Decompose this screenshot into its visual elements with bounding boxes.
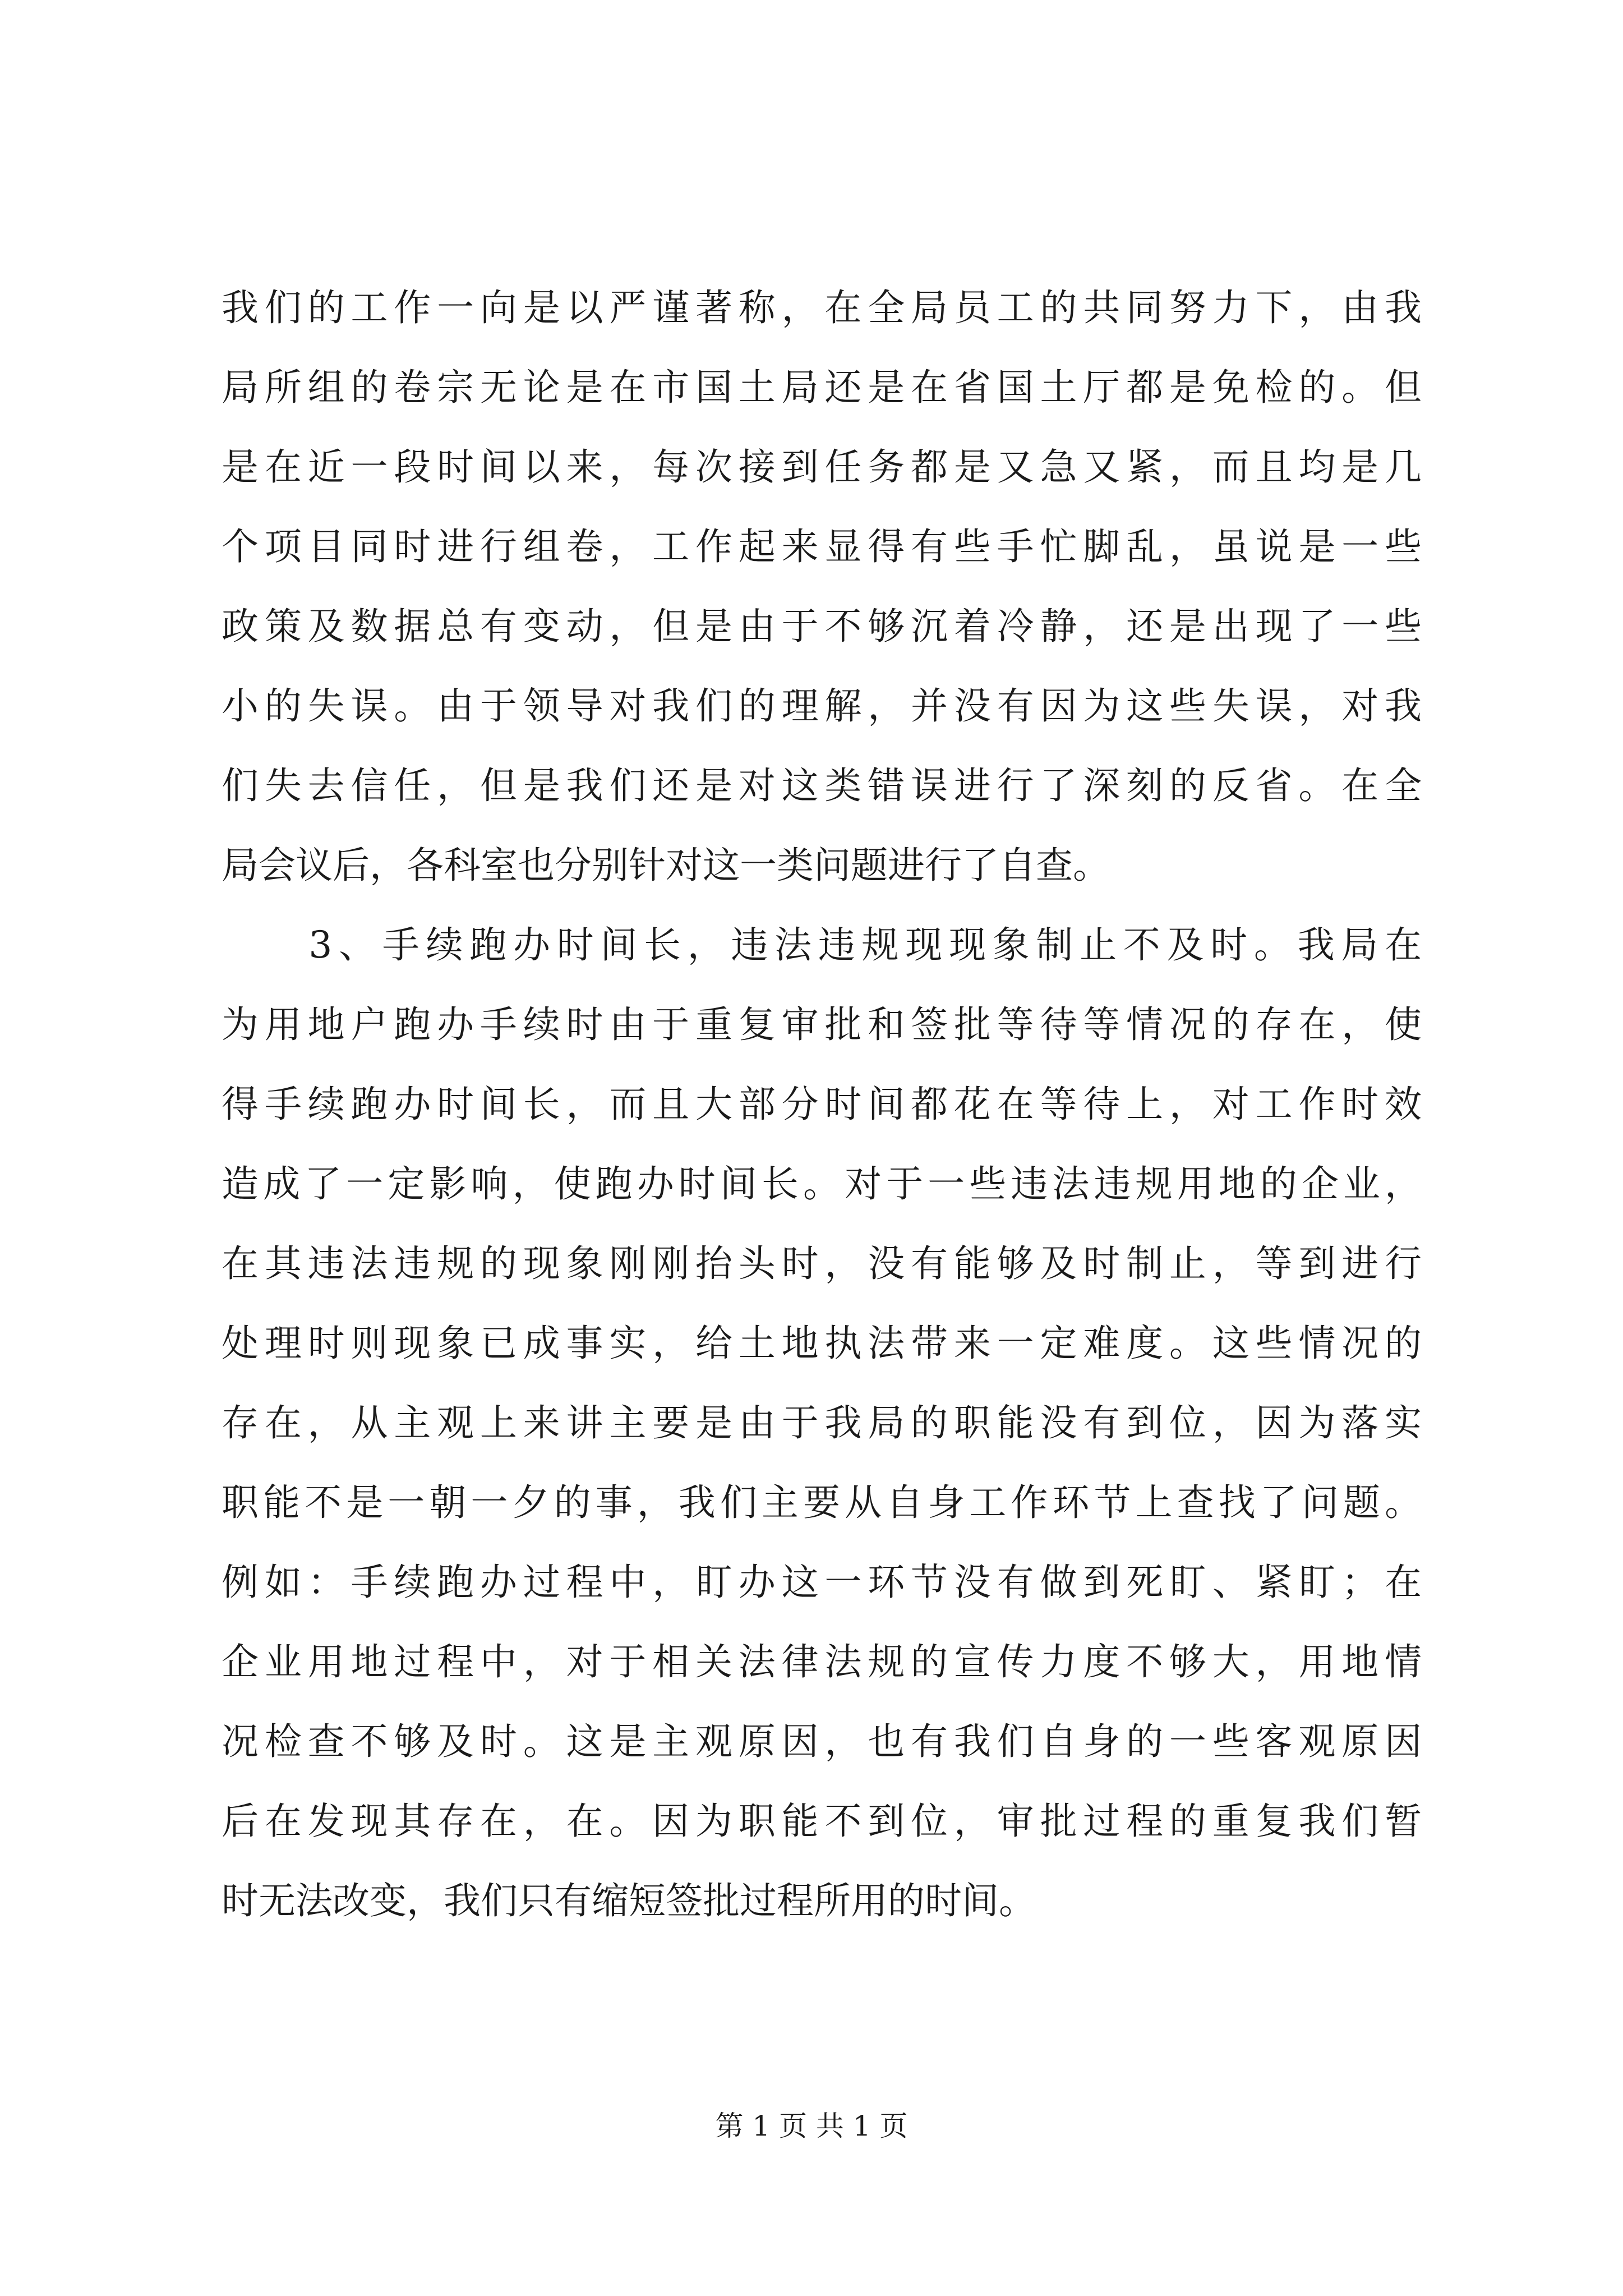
text-line: 存在，从主观上来讲主要是由于我局的职能没有到位，因为落实 [222,1401,1422,1444]
text-line: 个项目同时进行组卷，工作起来显得有些手忙脚乱，虽说是一些 [222,525,1422,568]
text-line: 处理时则现象已成事实，给土地执法带来一定难度。这些情况的 [222,1322,1422,1365]
text-line: 3、手续跑办时间长，违法违规现现象制止不及时。我局在 [222,923,1422,967]
text-line: 企业用地过程中，对于相关法律法规的宣传力度不够大，用地情 [222,1640,1422,1683]
body-text [222,268,1422,1941]
text-line: 例如：手续跑办过程中，盯办这一环节没有做到死盯、紧盯；在 [222,1561,1422,1604]
text-line: 我们的工作一向是以严谨著称，在全局员工的共同努力下，由我 [222,286,1422,329]
text-line: 造成了一定影响，使跑办时间长。对于一些违法违规用地的企业， [222,1162,1422,1205]
page-number-footer: 第 1 页 共 1 页 [715,2110,908,2142]
text-line: 况检查不够及时。这是主观原因，也有我们自身的一些客观原因 [222,1720,1422,1763]
text-line: 小的失误。由于领导对我们的理解，并没有因为这些失误，对我 [222,684,1422,728]
text-line: 时无法改变，我们只有缩短签批过程所用的时间。 [222,1879,1036,1922]
text-line: 局所组的卷宗无论是在市国土局还是在省国土厅都是免检的。但 [222,366,1422,409]
text-line: 们失去信任，但是我们还是对这类错误进行了深刻的反省。在全 [222,764,1422,807]
text-line: 是在近一段时间以来，每次接到任务都是又急又紧，而且均是几 [222,445,1422,489]
text-line: 为用地户跑办手续时由于重复审批和签批等待等情况的存在，使 [222,1003,1422,1046]
text-line: 得手续跑办时间长，而且大部分时间都花在等待上，对工作时效 [222,1083,1422,1126]
text-line: 局会议后，各科室也分别针对这一类问题进行了自查。 [222,844,1110,887]
text-line: 政策及数据总有变动，但是由于不够沉着冷静，还是出现了一些 [222,605,1422,648]
text-line: 后在发现其存在，在。因为职能不到位，审批过程的重复我们暂 [222,1800,1422,1843]
text-line: 职能不是一朝一夕的事，我们主要从自身工作环节上查找了问题。 [222,1481,1422,1524]
text-line: 在其违法违规的现象刚刚抬头时，没有能够及时制止，等到进行 [222,1242,1422,1285]
